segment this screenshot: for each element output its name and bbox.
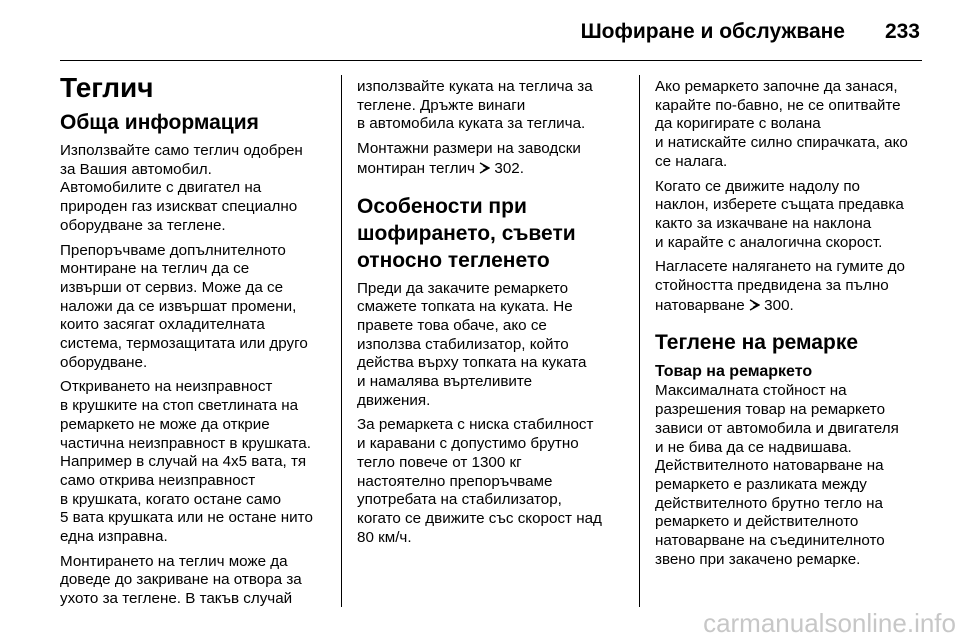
section-heading-driving-tips: Особености при шофирането, съвети относно тегленето (357, 194, 576, 272)
paragraph: Ако ремаркето започне да занася, карайте по-бавно, не се опитвайте да коригирате с волана и натискайте силно спирачката, ако се налага. (655, 78, 908, 170)
chapter-title: Теглич (60, 72, 154, 103)
page-reference-icon (749, 297, 760, 313)
paragraph-tyre (655, 258, 923, 315)
paragraph: Когато се движите надолу по наклон, изберете същата предавка както за изкачване на наклона и карайте с аналогична скорост. (655, 177, 904, 251)
header-rule (60, 60, 922, 61)
tyre-text: Нагласете налягането на гумите до стойността предвидена за пълно натоварване (655, 258, 905, 314)
column-1 (60, 72, 328, 615)
column-2 (357, 78, 625, 553)
page-reference-icon (479, 160, 490, 176)
paragraph: Откриването на неизправност в крушките на стоп светлината на ремаркето не може да открие частична неизправност в крушката. Например в случай на 4х5 вата, тя само открива неизправност в крушката, когато остане само 5 вата крушката или не остане нито една изправна. (60, 378, 313, 546)
page-number: 233 (884, 20, 920, 43)
paragraph: Използвайте само теглич одобрен за Вашия автомобил. Автомобилите с двигател на природен газ изискват специално оборудване за теглене. (60, 142, 303, 234)
page-header-title: Шофиране и обслужване (580, 20, 845, 43)
column-divider-2 (639, 75, 640, 607)
paragraph: използвайте куката на теглича за теглене. Дръжте винаги в автомобила куката за теглича. (357, 78, 593, 133)
tyre-page-link[interactable]: 300. (764, 296, 794, 314)
section-heading-trailer-towing: Теглене на ремарке (655, 331, 859, 355)
paragraph: Монтирането на теглич може да доведе до закриване на отвора за ухото за теглене. В такъв случай (60, 552, 302, 608)
watermark: carmanualsonline.info (703, 608, 956, 638)
paragraph-mounting (357, 140, 625, 178)
paragraph: За ремаркета с ниска стабилност и каравани с допустимо брутно тегло повече от 1300 кг настоятелно препоръчваме употребата на стабилизатор, когато се движите със скорост над 80 км/ч. (357, 416, 602, 546)
column-3 (655, 78, 923, 575)
mounting-page-link[interactable]: 302. (494, 159, 524, 177)
paragraph: Преди да закачите ремаркето смажете топката на куката. Не правете това обаче, ако се използва стабилизатор, който действа върху топката на куката и намалява въртеливите движения. (357, 279, 587, 409)
subsection-heading-trailer-load: Товар на ремаркето (655, 363, 813, 381)
paragraph: Максималната стойност на разрешения товар на ремаркето зависи от автомобила и двигателя и не бива да се надвишава. Действителното натоварване на ремаркето е разликата между действителното брутно тегло на ремаркето и действителното натоварване на съединителното звено при закачено ремарке. (655, 382, 899, 568)
paragraph: Препоръчваме допълнителното монтиране на теглич да се извърши от сервиз. Може да се наложи да се извършат промени, които засягат охладителната система, термозащитата или друго оборудване. (60, 241, 308, 371)
mounting-text: Монтажни размери на заводски монтиран теглич (357, 140, 581, 177)
column-divider-1 (341, 75, 342, 607)
section-heading-general: Обща информация (60, 111, 259, 134)
